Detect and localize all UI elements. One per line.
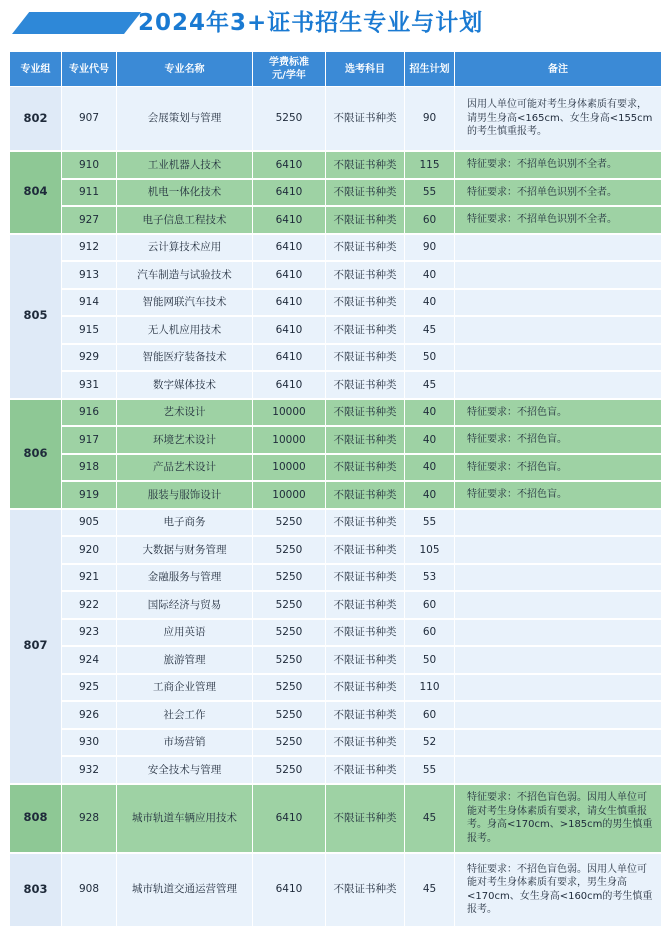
table-row xyxy=(10,206,662,234)
plan-cell: 40 xyxy=(405,481,455,509)
name-cell: 市场营销 xyxy=(117,729,253,757)
note-cell xyxy=(455,591,662,619)
plan-cell: 40 xyxy=(405,426,455,454)
code-cell: 913 xyxy=(62,261,117,289)
table-row xyxy=(10,646,662,674)
table-row xyxy=(10,316,662,344)
subject-cell: 不限证书种类 xyxy=(326,399,405,427)
name-cell: 社会工作 xyxy=(117,701,253,729)
code-cell: 930 xyxy=(62,729,117,757)
code-cell: 920 xyxy=(62,536,117,564)
subject-cell: 不限证书种类 xyxy=(326,151,405,179)
plan-cell: 90 xyxy=(405,87,455,152)
name-cell: 智能网联汽车技术 xyxy=(117,289,253,317)
page-title: 2024年3+证书招生专业与计划 xyxy=(138,10,484,36)
table-row xyxy=(10,564,662,592)
name-cell: 机电一体化技术 xyxy=(117,179,253,207)
note-cell xyxy=(455,371,662,399)
fee-cell: 5250 xyxy=(253,756,326,784)
table-row xyxy=(10,481,662,509)
code-cell: 921 xyxy=(62,564,117,592)
name-cell: 金融服务与管理 xyxy=(117,564,253,592)
fee-cell: 10000 xyxy=(253,481,326,509)
plan-cell: 52 xyxy=(405,729,455,757)
fee-cell: 6410 xyxy=(253,151,326,179)
subject-cell: 不限证书种类 xyxy=(326,509,405,537)
plan-cell: 105 xyxy=(405,536,455,564)
subject-cell: 不限证书种类 xyxy=(326,784,405,853)
note-cell xyxy=(455,344,662,372)
plan-cell: 60 xyxy=(405,591,455,619)
table-row xyxy=(10,853,662,927)
table-row xyxy=(10,674,662,702)
name-cell: 无人机应用技术 xyxy=(117,316,253,344)
name-cell: 旅游管理 xyxy=(117,646,253,674)
plan-cell: 40 xyxy=(405,289,455,317)
group-cell: 806 xyxy=(10,399,62,509)
group-cell: 802 xyxy=(10,87,62,152)
fee-cell: 10000 xyxy=(253,454,326,482)
table-row xyxy=(10,509,662,537)
fee-cell: 6410 xyxy=(253,853,326,927)
plan-cell: 50 xyxy=(405,344,455,372)
code-cell: 908 xyxy=(62,853,117,927)
note-cell xyxy=(455,619,662,647)
table-row xyxy=(10,701,662,729)
plan-cell: 55 xyxy=(405,756,455,784)
name-cell: 环境艺术设计 xyxy=(117,426,253,454)
header-row xyxy=(10,52,662,87)
header-plan: 招生计划 xyxy=(405,52,455,87)
table-row xyxy=(10,261,662,289)
fee-cell: 6410 xyxy=(253,316,326,344)
plan-cell: 60 xyxy=(405,206,455,234)
subject-cell: 不限证书种类 xyxy=(326,234,405,262)
fee-cell: 6410 xyxy=(253,179,326,207)
subject-cell: 不限证书种类 xyxy=(326,646,405,674)
enrollment-plan-table xyxy=(9,51,662,927)
table-row xyxy=(10,619,662,647)
code-cell: 911 xyxy=(62,179,117,207)
subject-cell: 不限证书种类 xyxy=(326,619,405,647)
subject-cell: 不限证书种类 xyxy=(326,87,405,152)
code-cell: 927 xyxy=(62,206,117,234)
subject-cell: 不限证书种类 xyxy=(326,536,405,564)
name-cell: 工业机器人技术 xyxy=(117,151,253,179)
table-row xyxy=(10,454,662,482)
fee-cell: 5250 xyxy=(253,646,326,674)
code-cell: 931 xyxy=(62,371,117,399)
fee-cell: 5250 xyxy=(253,509,326,537)
group-block xyxy=(10,234,662,399)
subject-cell: 不限证书种类 xyxy=(326,564,405,592)
code-cell: 905 xyxy=(62,509,117,537)
note-cell: 特征要求：不招色盲。 xyxy=(455,481,662,509)
name-cell: 会展策划与管理 xyxy=(117,87,253,152)
name-cell: 城市轨道车辆应用技术 xyxy=(117,784,253,853)
fee-cell: 6410 xyxy=(253,371,326,399)
plan-cell: 45 xyxy=(405,784,455,853)
note-cell: 特征要求：不招单色识别不全者。 xyxy=(455,206,662,234)
name-cell: 应用英语 xyxy=(117,619,253,647)
plan-cell: 45 xyxy=(405,316,455,344)
title-bar xyxy=(0,0,671,42)
table-row xyxy=(10,344,662,372)
note-cell: 特征要求：不招色盲。 xyxy=(455,399,662,427)
name-cell: 电子商务 xyxy=(117,509,253,537)
table-header xyxy=(10,52,662,87)
note-cell: 特征要求：不招色盲。 xyxy=(455,454,662,482)
table-row xyxy=(10,426,662,454)
subject-cell: 不限证书种类 xyxy=(326,261,405,289)
subject-cell: 不限证书种类 xyxy=(326,853,405,927)
code-cell: 929 xyxy=(62,344,117,372)
fee-cell: 6410 xyxy=(253,234,326,262)
subject-cell: 不限证书种类 xyxy=(326,729,405,757)
note-cell xyxy=(455,261,662,289)
header-subject: 选考科目 xyxy=(326,52,405,87)
fee-cell: 5250 xyxy=(253,87,326,152)
code-cell: 922 xyxy=(62,591,117,619)
header-note: 备注 xyxy=(455,52,662,87)
group-cell: 808 xyxy=(10,784,62,853)
table-row xyxy=(10,151,662,179)
plan-cell: 115 xyxy=(405,151,455,179)
header-name: 专业名称 xyxy=(117,52,253,87)
plan-cell: 50 xyxy=(405,646,455,674)
table-row xyxy=(10,289,662,317)
note-cell: 因用人单位可能对考生身体素质有要求，请男生身高<165cm、女生身高<155cm的考生慎重报考。 xyxy=(455,87,662,152)
fee-cell: 5250 xyxy=(253,701,326,729)
plan-cell: 40 xyxy=(405,454,455,482)
name-cell: 产品艺术设计 xyxy=(117,454,253,482)
fee-cell: 10000 xyxy=(253,399,326,427)
note-cell: 特征要求：不招色盲色弱。因用人单位可能对考生身体素质有要求，男生身高<170cm、女生身高<160cm的考生慎重报考。 xyxy=(455,853,662,927)
code-cell: 928 xyxy=(62,784,117,853)
note-cell xyxy=(455,289,662,317)
table-row xyxy=(10,729,662,757)
group-block xyxy=(10,509,662,784)
table-row xyxy=(10,371,662,399)
plan-cell: 55 xyxy=(405,179,455,207)
code-cell: 926 xyxy=(62,701,117,729)
subject-cell: 不限证书种类 xyxy=(326,179,405,207)
fee-cell: 5250 xyxy=(253,729,326,757)
subject-cell: 不限证书种类 xyxy=(326,426,405,454)
note-cell xyxy=(455,729,662,757)
fee-cell: 5250 xyxy=(253,591,326,619)
group-cell: 804 xyxy=(10,151,62,234)
fee-cell: 5250 xyxy=(253,674,326,702)
note-cell xyxy=(455,316,662,344)
subject-cell: 不限证书种类 xyxy=(326,371,405,399)
group-block xyxy=(10,87,662,152)
code-cell: 923 xyxy=(62,619,117,647)
fee-cell: 6410 xyxy=(253,344,326,372)
name-cell: 国际经济与贸易 xyxy=(117,591,253,619)
subject-cell: 不限证书种类 xyxy=(326,289,405,317)
header-code: 专业代号 xyxy=(62,52,117,87)
plan-cell: 40 xyxy=(405,399,455,427)
table-row xyxy=(10,399,662,427)
fee-cell: 6410 xyxy=(253,261,326,289)
fee-cell: 5250 xyxy=(253,619,326,647)
subject-cell: 不限证书种类 xyxy=(326,756,405,784)
code-cell: 919 xyxy=(62,481,117,509)
subject-cell: 不限证书种类 xyxy=(326,591,405,619)
name-cell: 汽车制造与试验技术 xyxy=(117,261,253,289)
name-cell: 数字媒体技术 xyxy=(117,371,253,399)
name-cell: 安全技术与管理 xyxy=(117,756,253,784)
table-row xyxy=(10,536,662,564)
plan-cell: 110 xyxy=(405,674,455,702)
group-block xyxy=(10,784,662,853)
subject-cell: 不限证书种类 xyxy=(326,316,405,344)
code-cell: 910 xyxy=(62,151,117,179)
plan-cell: 40 xyxy=(405,261,455,289)
code-cell: 916 xyxy=(62,399,117,427)
fee-cell: 6410 xyxy=(253,289,326,317)
name-cell: 智能医疗装备技术 xyxy=(117,344,253,372)
name-cell: 工商企业管理 xyxy=(117,674,253,702)
group-block xyxy=(10,399,662,509)
group-cell: 807 xyxy=(10,509,62,784)
plan-cell: 60 xyxy=(405,701,455,729)
name-cell: 电子信息工程技术 xyxy=(117,206,253,234)
note-cell xyxy=(455,701,662,729)
subject-cell: 不限证书种类 xyxy=(326,701,405,729)
group-cell: 803 xyxy=(10,853,62,927)
table-row xyxy=(10,756,662,784)
group-cell: 805 xyxy=(10,234,62,399)
note-cell: 特征要求：不招单色识别不全者。 xyxy=(455,179,662,207)
table-row xyxy=(10,784,662,853)
group-block xyxy=(10,853,662,927)
fee-cell: 6410 xyxy=(253,784,326,853)
code-cell: 917 xyxy=(62,426,117,454)
code-cell: 925 xyxy=(62,674,117,702)
plan-cell: 45 xyxy=(405,371,455,399)
table-row xyxy=(10,591,662,619)
fee-cell: 10000 xyxy=(253,426,326,454)
plan-cell: 55 xyxy=(405,509,455,537)
fee-cell: 5250 xyxy=(253,536,326,564)
header-fee: 学费标准 元/学年 xyxy=(253,52,326,87)
fee-cell: 5250 xyxy=(253,564,326,592)
table-row xyxy=(10,234,662,262)
note-cell: 特征要求：不招单色识别不全者。 xyxy=(455,151,662,179)
code-cell: 918 xyxy=(62,454,117,482)
note-cell xyxy=(455,509,662,537)
name-cell: 大数据与财务管理 xyxy=(117,536,253,564)
name-cell: 云计算技术应用 xyxy=(117,234,253,262)
subject-cell: 不限证书种类 xyxy=(326,674,405,702)
note-cell xyxy=(455,564,662,592)
code-cell: 912 xyxy=(62,234,117,262)
name-cell: 城市轨道交通运营管理 xyxy=(117,853,253,927)
code-cell: 915 xyxy=(62,316,117,344)
name-cell: 艺术设计 xyxy=(117,399,253,427)
subject-cell: 不限证书种类 xyxy=(326,481,405,509)
plan-cell: 45 xyxy=(405,853,455,927)
name-cell: 服装与服饰设计 xyxy=(117,481,253,509)
code-cell: 932 xyxy=(62,756,117,784)
subject-cell: 不限证书种类 xyxy=(326,454,405,482)
plan-cell: 53 xyxy=(405,564,455,592)
subject-cell: 不限证书种类 xyxy=(326,206,405,234)
note-cell xyxy=(455,234,662,262)
note-cell xyxy=(455,674,662,702)
title-accent-stripe xyxy=(12,12,141,34)
group-block xyxy=(10,151,662,234)
code-cell: 914 xyxy=(62,289,117,317)
subject-cell: 不限证书种类 xyxy=(326,344,405,372)
header-group: 专业组 xyxy=(10,52,62,87)
code-cell: 924 xyxy=(62,646,117,674)
code-cell: 907 xyxy=(62,87,117,152)
fee-cell: 6410 xyxy=(253,206,326,234)
table-row xyxy=(10,179,662,207)
note-cell: 特征要求：不招色盲色弱。因用人单位可能对考生身体素质有要求，请女生慎重报考。身高<170cm、>185cm的男生慎重报考。 xyxy=(455,784,662,853)
plan-cell: 60 xyxy=(405,619,455,647)
note-cell xyxy=(455,536,662,564)
plan-cell: 90 xyxy=(405,234,455,262)
note-cell xyxy=(455,756,662,784)
note-cell xyxy=(455,646,662,674)
note-cell: 特征要求：不招色盲。 xyxy=(455,426,662,454)
table-row xyxy=(10,87,662,152)
